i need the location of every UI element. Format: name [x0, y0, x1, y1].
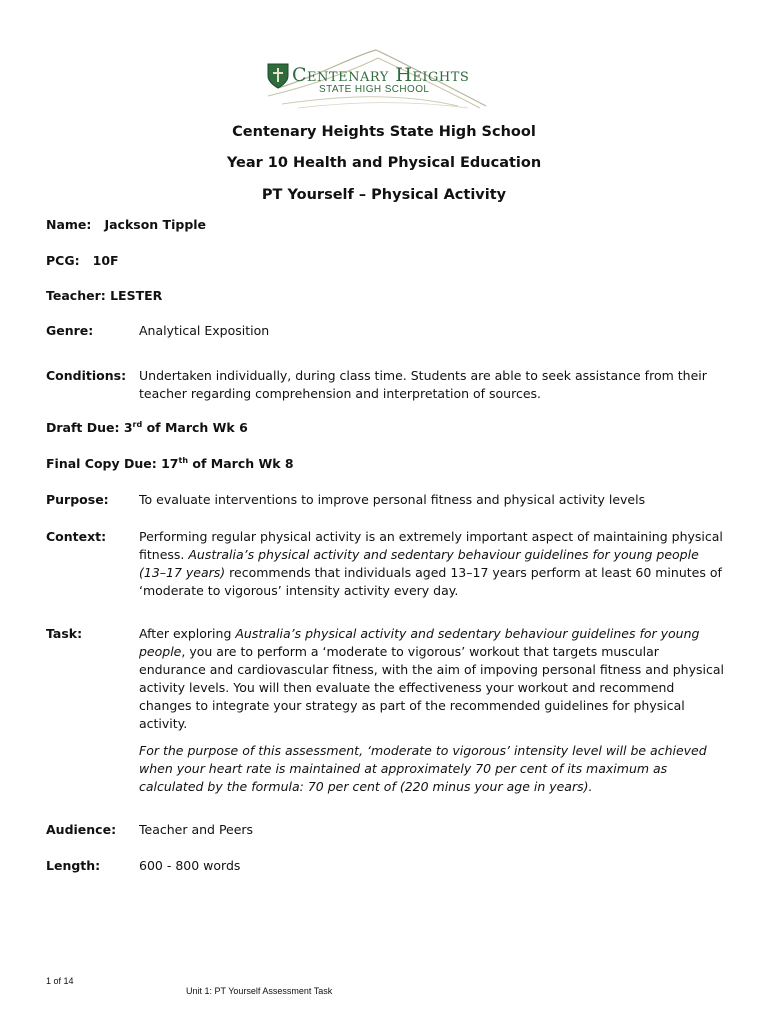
- final-due: [46, 456, 294, 471]
- draft-due-sup: rd: [132, 420, 143, 429]
- genre-value: Analytical Exposition: [139, 323, 270, 338]
- course-title: Year 10 Health and Physical Education: [226, 155, 542, 171]
- name-value: Jackson Tipple: [104, 217, 207, 232]
- pcg-value: 10F: [92, 253, 119, 268]
- audience-label: Audience:: [46, 822, 117, 837]
- task-value: [139, 625, 729, 733]
- genre-label: Genre:: [46, 323, 94, 338]
- context-label: Context:: [46, 529, 107, 544]
- draft-due-prefix: Draft Due: 3: [46, 420, 133, 436]
- task-title: PT Yourself – Physical Activity: [261, 187, 507, 203]
- teacher-label: Teacher:: [46, 288, 106, 303]
- context-text-1: Performing regular physical activity is an extremely important aspect of maintaining physical fitness.: [139, 529, 723, 562]
- pcg-label: PCG:: [46, 253, 80, 268]
- name-row: [46, 217, 206, 232]
- logo-school-subname: STATE HIGH SCHOOL: [319, 84, 430, 95]
- teacher-row: [46, 288, 162, 303]
- school-title: Centenary Heights State High School: [232, 124, 536, 140]
- conditions-label: Conditions:: [46, 368, 127, 383]
- footer-task-name: Unit 1: PT Yourself Assessment Task: [186, 986, 333, 996]
- final-due-suffix: of March Wk 8: [188, 456, 294, 472]
- conditions-value: Undertaken individually, during class time. Students are able to seek assistance from their teacher regarding comprehension and interpretation of sources.: [139, 368, 707, 401]
- context-text-2: recommends that individuals aged 13–17 years perform at least 60 minutes of ‘moderate to vigorous’ intensity activity every day.: [139, 565, 722, 598]
- length-value: 600 - 800 words: [139, 858, 241, 873]
- final-due-prefix: Final Copy Due: 17: [46, 456, 179, 472]
- task-label: Task:: [46, 626, 83, 641]
- context-guidelines-title: Australia’s physical activity and sedentary behaviour guidelines for young people (13–17 years): [139, 547, 699, 580]
- teacher-value: LESTER: [110, 288, 163, 303]
- draft-due: [46, 420, 248, 435]
- crest-icon: [266, 62, 290, 90]
- page-number: 1 of 14: [46, 976, 74, 986]
- context-value: [139, 528, 729, 600]
- pcg-row: [46, 253, 119, 268]
- task-guidelines-title: Australia’s physical activity and sedentary behaviour guidelines for young people: [139, 626, 700, 659]
- draft-due-suffix: of March Wk 6: [142, 420, 248, 436]
- purpose-label: Purpose:: [46, 492, 109, 507]
- task-text-1: After exploring: [139, 626, 236, 641]
- logo-school-name: Centenary Heights: [292, 64, 470, 86]
- length-label: Length:: [46, 858, 101, 873]
- purpose-value: To evaluate interventions to improve personal fitness and physical activity levels: [139, 492, 646, 507]
- audience-value: Teacher and Peers: [139, 822, 254, 837]
- name-label: Name:: [46, 217, 92, 232]
- final-due-sup: th: [178, 456, 189, 465]
- task-note: For the purpose of this assessment, ‘moderate to vigorous’ intensity level will be achieved when your heart rate is maintained at approximately 70 per cent of its maximum as calculated by the formula: 70 per cent of (220 minus your age in years).: [139, 743, 707, 794]
- task-text-2: , you are to perform a ‘moderate to vigorous’ workout that targets muscular endurance and cardiovascular fitness, with the aim of impoving personal fitness and physical activity levels. You will then evaluate the effectiveness your workout and recommend changes to integrate your strategy as part of the recommended guidelines for physical activity.: [139, 644, 724, 731]
